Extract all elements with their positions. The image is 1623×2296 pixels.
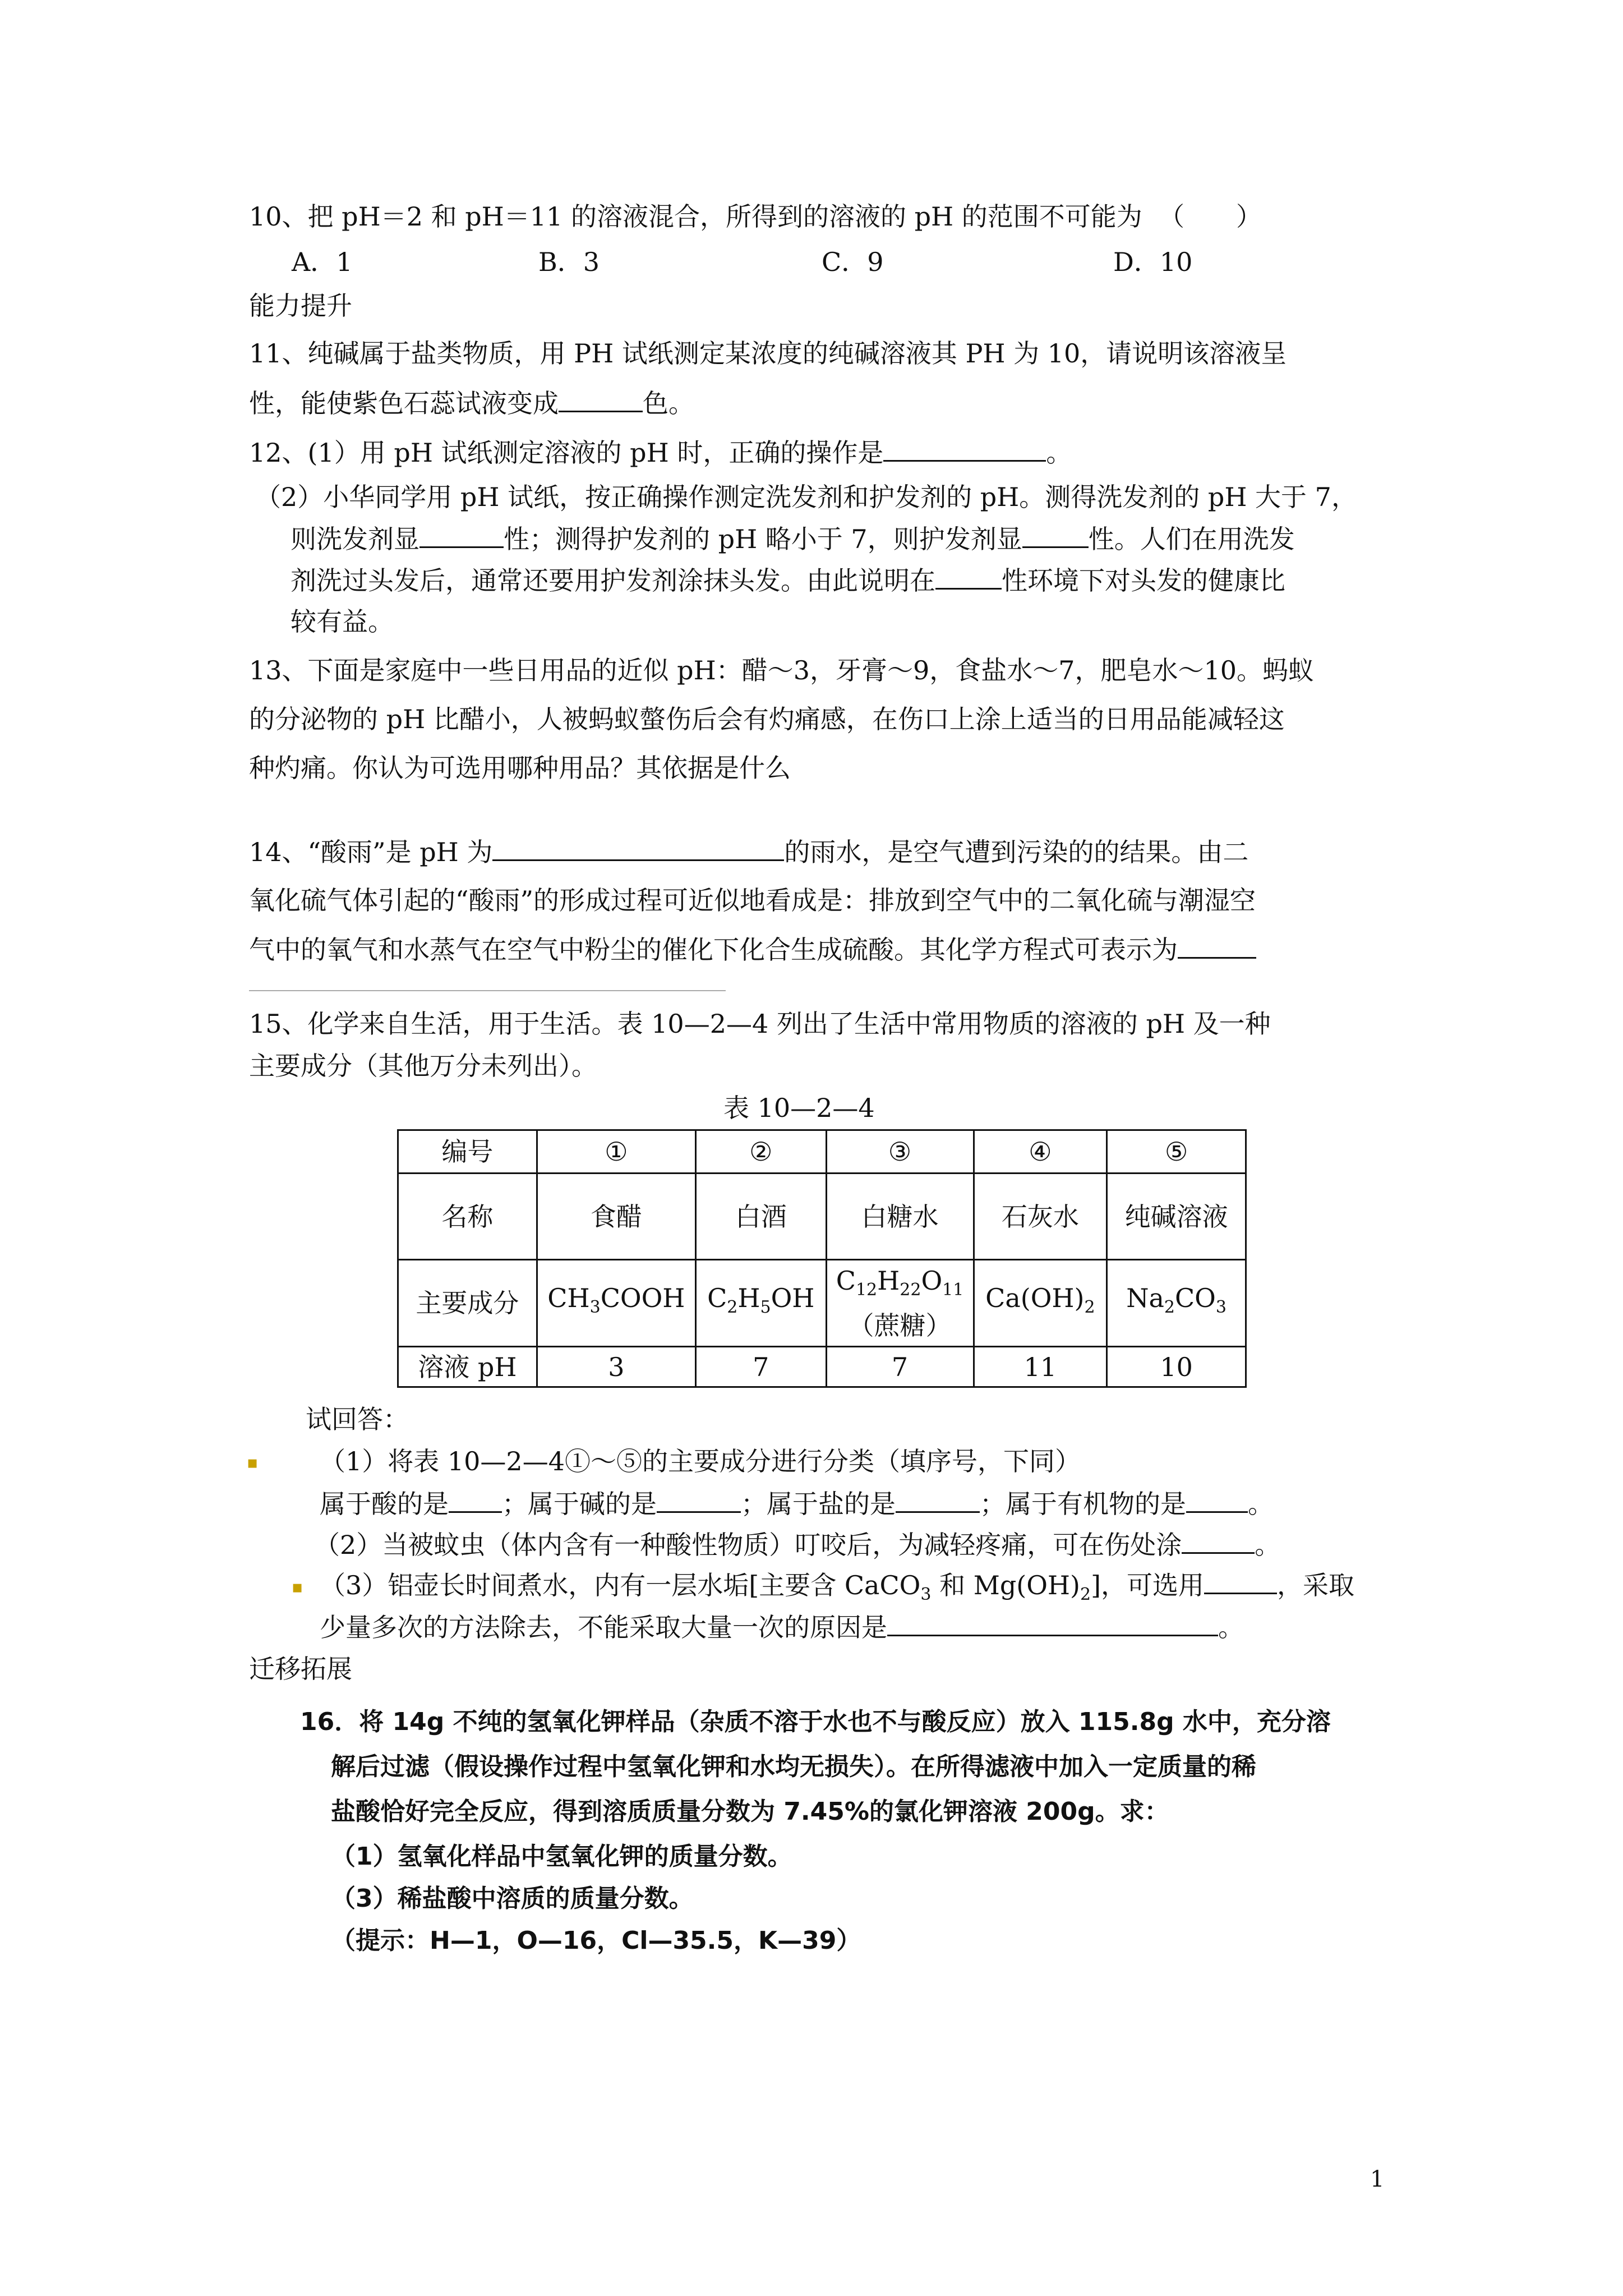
q10-stem [249, 200, 1262, 233]
q16-line5: （3）稀盐酸中溶质的质量分数。 [331, 1884, 694, 1913]
cell-name-4: 石灰水 [974, 1174, 1107, 1260]
q10-stem-text: 10、把 pH＝2 和 pH＝11 的溶液混合，所得到的溶液的 pH 的范围不可能为 [249, 201, 1142, 232]
cell-component-5: $Na_2CO_3$ [1107, 1260, 1246, 1347]
q15-blank-reagent[interactable] [1204, 1568, 1277, 1594]
cell-name-2: 白酒 [695, 1174, 826, 1260]
q15-blank-organic[interactable] [1186, 1487, 1248, 1513]
q12-line1: 12、(1）用 pH 试纸测定溶液的 pH 时，正确的操作是 。 [249, 435, 1072, 470]
q13-line2: 的分泌物的 pH 比醋小，人被蚂蚁螫伤后会有灼痛感，在伤口上涂上适当的日用品能减轻这 [249, 704, 1285, 734]
q14-blank-equation[interactable] [1178, 932, 1256, 959]
cell-number-4: ④ [974, 1130, 1107, 1174]
q15-table-caption: 表 10—2—4 [723, 1093, 875, 1123]
q12-blank-operation[interactable] [883, 435, 1046, 462]
cell-number-5: ⑤ [1107, 1130, 1246, 1174]
q12-line3: 则洗发剂显 性；测得护发剂的 pH 略小于 7，则护发剂显 性。人们在用洗发 [291, 522, 1295, 556]
margin-dot-1: ▪ [247, 1453, 259, 1473]
q10-option-c: C．9 [822, 247, 884, 277]
q15-sub2: （2）当被蚊虫（体内含有一种酸性物质）叮咬后，为减轻疼痛，可在伤处涂 。 [314, 1527, 1280, 1562]
header-number: 编号 [398, 1130, 537, 1174]
cell-name-5: 纯碱溶液 [1107, 1174, 1246, 1260]
q15-sub3-line2: 少量多次的方法除去，不能采取大量一次的原因是 。 [320, 1610, 1244, 1644]
q12-blank-shampoo[interactable] [419, 522, 504, 548]
q14-line3: 气中的氧气和水蒸气在空气中粉尘的催化下化合生成硫酸。其化学方程式可表示为 [249, 932, 1256, 967]
q16-line2: 解后过滤（假设操作过程中氢氧化钾和水均无损失）。在所得滤液中加入一定质量的稀 [331, 1752, 1256, 1781]
q10-option-b: B．3 [538, 247, 600, 277]
cell-ph-4: 11 [974, 1347, 1107, 1387]
q14-answer-line[interactable] [249, 990, 726, 991]
q11-blank-color[interactable] [559, 386, 643, 412]
cell-component-2: $C_2H_5OH$ [695, 1260, 826, 1347]
q10-option-a: A．1 [292, 247, 353, 277]
cell-component-4: $Ca(OH)_2$ [974, 1260, 1107, 1347]
q16-line4: （1）氢氧化样品中氢氧化钾的质量分数。 [331, 1842, 792, 1871]
q15-line1: 15、化学来自生活，用于生活。表 10—2—4 列出了生活中常用物质的溶液的 pH 及一种 [249, 1009, 1271, 1039]
q14-line2: 氧化硫气体引起的“酸雨”的形成过程可近似地看成是：排放到空气中的二氧化硫与潮湿空 [249, 885, 1256, 915]
header-ph: 溶液 pH [398, 1347, 537, 1387]
cell-ph-2: 7 [695, 1347, 826, 1387]
q10-answer-paren: （ ） [1159, 201, 1262, 232]
q12-line2: （2）小华同学用 pH 试纸，按正确操作测定洗发剂和护发剂的 pH。测得洗发剂的 pH 大于 7， [255, 482, 1357, 512]
table-row-component [398, 1260, 1246, 1347]
q15-blank-acid[interactable] [449, 1487, 502, 1513]
q16-line3: 盐酸恰好完全反应，得到溶质质量分数为 7.45%的氯化钾溶液 200g。求： [331, 1797, 1169, 1826]
cell-component-3: $C_{12}H_{22}O_{11}$ （蔗糖） [826, 1260, 974, 1347]
q15-sub3: （3）铝壶长时间煮水，内有一层水垢[主要含 CaCO$_3$ 和 $Mg(OH)_2$]，可选用 ，采取 [320, 1568, 1354, 1612]
q12-blank-environment[interactable] [935, 563, 1002, 590]
section-transfer: 迁移拓展 [249, 1654, 352, 1684]
cell-ph-5: 10 [1107, 1347, 1246, 1387]
q15-blank-base[interactable] [657, 1487, 741, 1513]
cell-name-3: 白糖水 [826, 1174, 974, 1260]
table-row-name [398, 1174, 1246, 1260]
q15-blank-remedy[interactable] [1182, 1527, 1255, 1554]
cell-name-1: 食醋 [537, 1174, 695, 1260]
q14-line1: 14、“酸雨”是 pH 为 的雨水，是空气遭到污染的的结果。由二 [249, 835, 1248, 869]
header-component: 主要成分 [398, 1260, 537, 1347]
q12-line4: 剂洗过头发后，通常还要用护发剂涂抹头发。由此说明在 性环境下对头发的健康比 [291, 563, 1285, 597]
q15-sub1: （1）将表 10—2—4①～⑤的主要成分进行分类（填序号，下同） [320, 1446, 1081, 1476]
q15-line2: 主要成分（其他万分未列出）。 [249, 1051, 597, 1081]
q16-line6: （提示：H—1，O—16，Cl—35.5，K—39） [331, 1926, 861, 1955]
cell-number-2: ② [695, 1130, 826, 1174]
section-ability: 能力提升 [249, 291, 352, 321]
q16-line1: 16．将 14g 不纯的氢氧化钾样品（杂质不溶于水也不与酸反应）放入 115.8g 水中，充分溶 [300, 1708, 1331, 1736]
q15-blank-reason[interactable] [887, 1610, 1218, 1636]
table-row-ph [398, 1347, 1246, 1387]
q12-blank-conditioner[interactable] [1022, 522, 1089, 548]
cell-ph-3: 7 [826, 1347, 974, 1387]
cell-ph-1: 3 [537, 1347, 695, 1387]
cell-component-1: $CH_3COOH$ [537, 1260, 695, 1347]
q11-line1: 11、纯碱属于盐类物质，用 PH 试纸测定某浓度的纯碱溶液其 PH 为 10，请说明该溶液呈 [249, 338, 1287, 369]
q15-blank-salt[interactable] [896, 1487, 980, 1513]
q13-line3: 种灼痛。你认为可选用哪种用品？其依据是什么 [249, 753, 791, 783]
q13-line1: 13、下面是家庭中一些日用品的近似 pH：醋～3，牙膏～9，食盐水～7，肥皂水～10。蚂蚁 [249, 655, 1315, 685]
q15-answer-intro: 试回答： [306, 1404, 409, 1434]
q14-blank-ph[interactable] [492, 835, 784, 861]
ph-table [397, 1129, 1247, 1388]
q15-sub1-answers: 属于酸的是 ；属于碱的是 ；属于盐的是 ；属于有机物的是 。 [320, 1487, 1274, 1521]
cell-number-1: ① [537, 1130, 695, 1174]
q12-line5: 较有益。 [291, 606, 394, 637]
q11-line2: 性，能使紫色石蕊试液变成 色。 [249, 386, 694, 420]
table-row-number [398, 1130, 1246, 1174]
header-name: 名称 [398, 1174, 537, 1260]
margin-dot-2: ▪ [292, 1577, 303, 1597]
cell-number-3: ③ [826, 1130, 974, 1174]
page-number: 1 [1370, 2166, 1385, 2192]
q10-option-d: D．10 [1113, 247, 1193, 277]
